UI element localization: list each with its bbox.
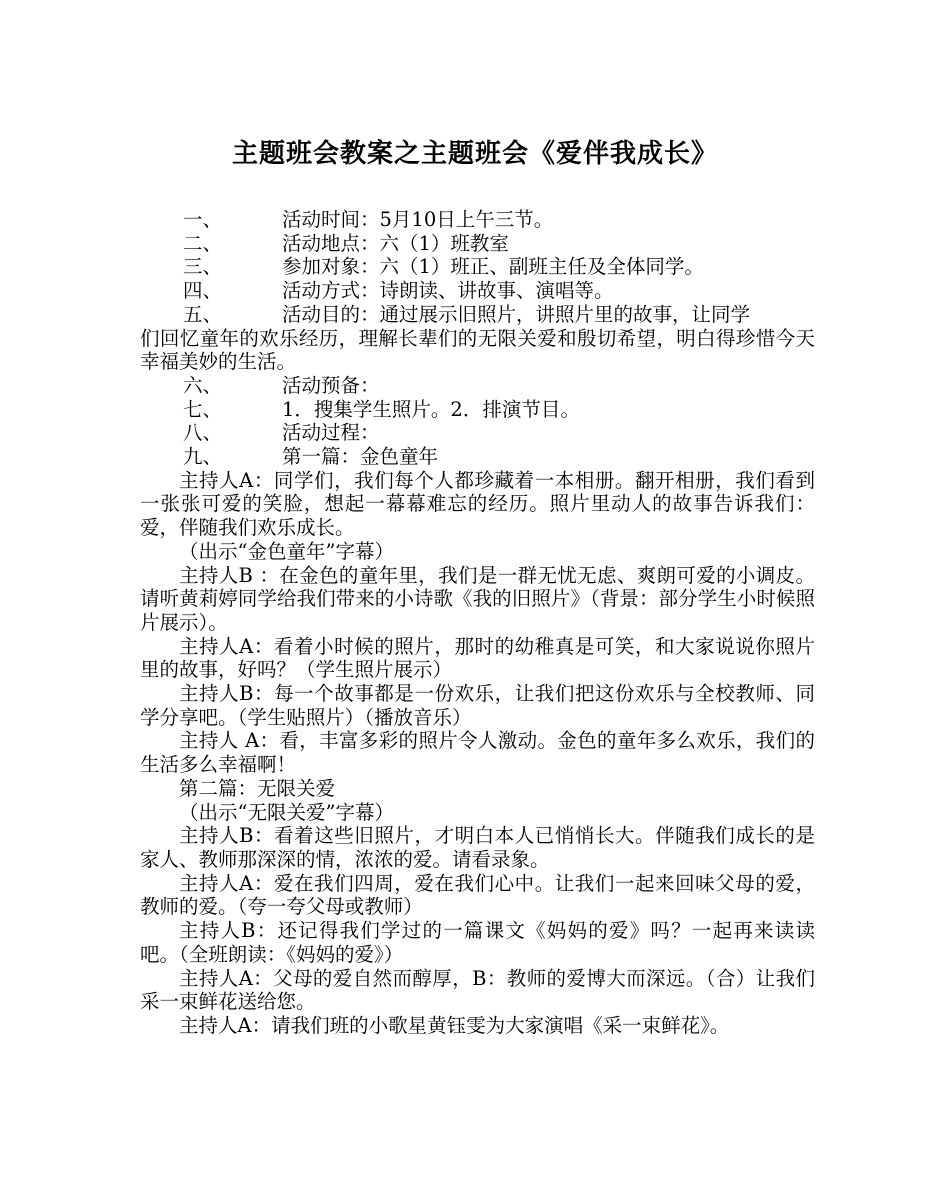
list-item: 一、 活动时间：5月10日上午三节。 bbox=[183, 208, 554, 231]
list-item-continuation: 们回忆童年的欢乐经历，理解长辈们的无限关爱和殷切希望，明白得珍惜今天幸福美妙的生活。 bbox=[140, 326, 815, 374]
paragraph: 主持人B：每一个故事都是一份欢乐，让我们把这份欢乐与全校教师、同学分享吧。（学生贴照片）（播放音乐） bbox=[140, 682, 815, 729]
paragraph: 主持人B：还记得我们学过的一篇课文《妈妈的爱》吗？一起再来读读吧。（全班朗读：《妈妈的爱》） bbox=[140, 919, 815, 966]
list-item: 九、 第一篇：金色童年 bbox=[183, 445, 439, 469]
paragraph: （出示“无限关爱”字幕） bbox=[179, 800, 394, 824]
list-item: 八、 活动过程： bbox=[183, 421, 380, 445]
document-title: 主题班会教案之主题班会《爱伴我成长》 bbox=[231, 139, 718, 169]
list-item: 六、 活动预备： bbox=[183, 373, 380, 397]
paragraph: 主持人A：爱在我们四周，爱在我们心中。让我们一起来回味父母的爱，教师的爱。（夸一夸父母或教师） bbox=[140, 871, 815, 919]
paragraph: 主持人A：看着小时候的照片，那时的幼稚真是可笑，和大家说说你照片里的故事，好吗？（学生照片展示） bbox=[140, 634, 815, 682]
paragraph: 主持人B：看着这些旧照片，才明白本人已悄悄长大。伴随我们成长的是家人、教师那深深的情，浓浓的爱。请看录象。 bbox=[140, 824, 815, 871]
paragraph: （出示“金色童年”字幕） bbox=[179, 539, 394, 563]
list-item: 三、 参加对象：六（1）班正、副班主任及全体同学。 bbox=[183, 255, 704, 279]
paragraph: 主持人A：父母的爱自然而醇厚，B：教师的爱博大而深远。（合）让我们采一束鲜花送给您。 bbox=[140, 966, 815, 1014]
section-heading: 第二篇：无限关爱 bbox=[179, 776, 336, 800]
list-item: 四、 活动方式：诗朗读、讲故事、演唱等。 bbox=[183, 279, 614, 303]
paragraph: 主持人A：请我们班的小歌星黄钰雯为大家演唱《采一束鲜花》。 bbox=[179, 1013, 730, 1037]
list-item: 七、 1．搜集学生照片。2．排演节目。 bbox=[183, 397, 580, 421]
list-item: 五、 活动目的：通过展示旧照片，讲照片里的故事，让同学 bbox=[183, 302, 751, 326]
document-body bbox=[140, 208, 815, 1038]
paragraph: 主持人 A：看，丰富多彩的照片令人激动。金色的童年多么欢乐，我们的生活多么幸福啊！ bbox=[140, 729, 815, 777]
paragraph: 主持人A：同学们，我们每个人都珍藏着一本相册。翻开相册，我们看到一张张可爱的笑脸，想起一幕幕难忘的经历。照片里动人的故事告诉我们：爱，伴随我们欢乐成长。 bbox=[140, 468, 815, 540]
paragraph: 主持人B ：在金色的童年里，我们是一群无忧无虑、爽朗可爱的小调皮。请听黄莉婷同学给我们带来的小诗歌《我的旧照片》（背景：部分学生小时候照片展示）。 bbox=[140, 563, 815, 634]
list-item: 二、 活动地点：六（1）班教室 bbox=[183, 231, 509, 255]
